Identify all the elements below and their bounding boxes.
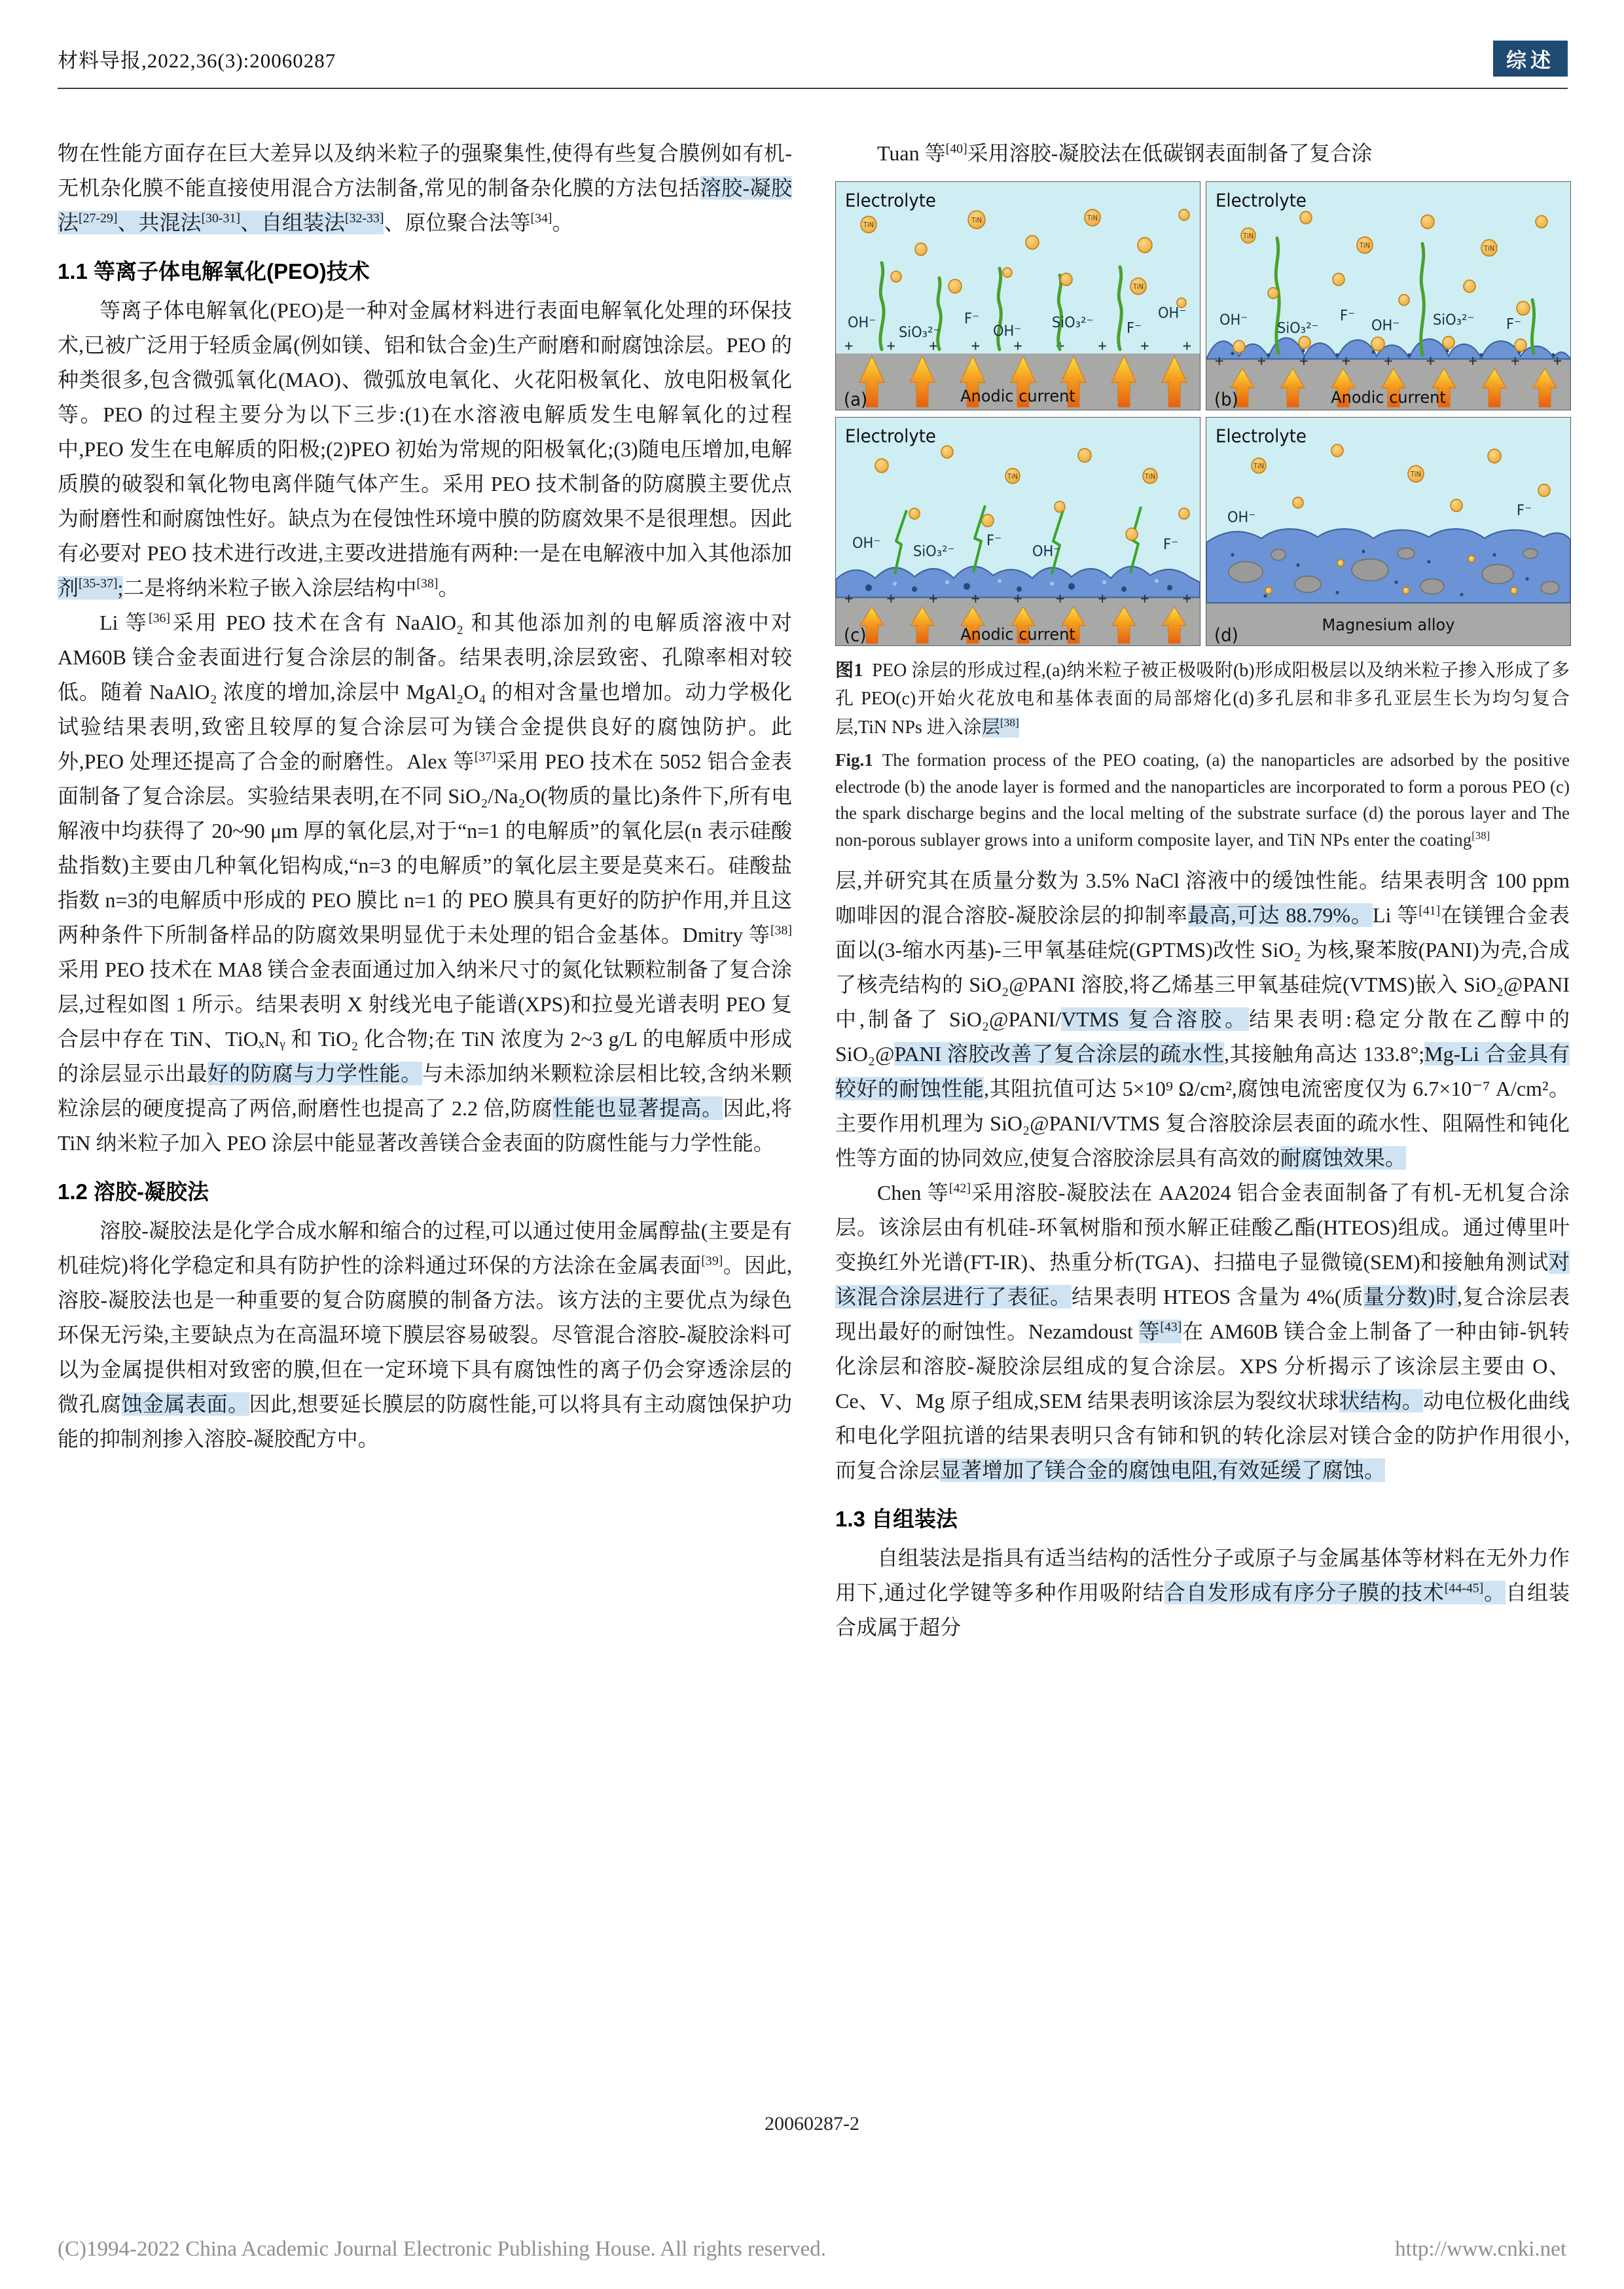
figure-panel-a [835, 181, 1200, 410]
svg-text:OH⁻: OH⁻ [1032, 543, 1061, 560]
copyright-text: (C)1994-2022 China Academic Journal Electronic Publishing House. All rights reserved. [58, 2237, 827, 2261]
paragraph-solgel: 溶胶-凝胶法是化学合成水解和缩合的过程,可以通过使用金属醇盐(主要是有机硅烷)将化学稳定和具有防护性的涂料通过环保的方法涂在金属表面[39]。因此,溶胶-凝胶法也是一种重要的复合防腐膜的制备方法。该方法的主要优点为绿色环保无污染,主要缺点为在高温环境下膜层容易破裂。尽管混合溶胶-凝胶涂料可以为金属提供相对致密的膜,但在一定环境下具有腐蚀性的离子仍会穿透涂层的微孔腐蚀金属表面。因此,想要延长膜层的防腐性能,可以将具有主动腐蚀保护功能的抑制剂掺入溶胶-凝胶配方中。 [58, 1219, 792, 1451]
svg-text:SiO₃²⁻: SiO₃²⁻ [1052, 314, 1094, 332]
svg-text:F⁻: F⁻ [1517, 502, 1532, 519]
svg-text:TiN: TiN [1007, 473, 1019, 481]
svg-text:TiN: TiN [1132, 283, 1144, 291]
svg-text:OH⁻: OH⁻ [1219, 312, 1248, 329]
svg-text:SiO₃²⁻: SiO₃²⁻ [1433, 312, 1475, 329]
svg-text:TiN: TiN [1144, 473, 1156, 481]
electrolyte-label: Electrolyte [845, 426, 936, 447]
figure-caption-en [835, 747, 1570, 853]
paragraph-peo: 等离子体电解氧化(PEO)是一种对金属材料进行表面电解氧化处理的环保技术,已被广泛用于轻质金属(例如镁、铝和钛合金)生产耐磨和耐腐蚀涂层。PEO 的种类很多,包含微弧氧化(MAO)、微弧放电氧化、火花阳极氧化、放电阳极氧化等。PEO 的过程主要分为以下三步:(1)在水溶液电解质发生电解氧化的过程中,PEO 发生在电解质的阳极;(2)PEO 初始为常规的阳极氧化;(3)随电压增加,电解质膜的破裂和氧化物电离伴随气体产生。采用 PEO 技术制备的防腐膜主要优点为耐磨性和耐腐蚀性好。缺点为在侵蚀性环境中膜的防腐效果不是很理想。因此有必要对 PEO 技术进行改进,主要改进措施有两种:一是在电解液中加入其他添加剂[35-37];二是将纳米粒子嵌入涂层结构中[38]。 [58, 298, 792, 600]
anodic-current-label: Anodic current [1331, 387, 1446, 407]
page-header [58, 38, 1568, 79]
svg-text:OH⁻: OH⁻ [1227, 509, 1256, 526]
figure-1 [835, 181, 1570, 853]
plus-charges: + + + + + + + + + [1215, 352, 1562, 370]
svg-text:OH⁻: OH⁻ [1158, 305, 1187, 322]
svg-text:SiO₃²⁻: SiO₃²⁻ [1277, 320, 1319, 337]
svg-text:TiN: TiN [1087, 214, 1098, 223]
electrolyte-label: Electrolyte [1216, 190, 1307, 211]
plus-charges: + + + + + + + + + [844, 337, 1191, 355]
anodic-current-label: Anodic current [960, 386, 1075, 406]
svg-text:OH⁻: OH⁻ [1371, 317, 1400, 334]
paragraph-tuan: Tuan 等[40]采用溶胶-凝胶法在低碳钢表面制备了复合涂 [877, 141, 1373, 165]
figure-caption-en-label: Fig.1 [835, 750, 873, 770]
figure-caption-en-text: The formation process of the PEO coating, (a) the nanoparticles are adsorbed by the positive electrode (b) the anode layer is formed and the nanoparticles are incorporated to form a porous PEO (c) the spark discharge begins and the local melting of the substrate surface (d) the porous layer and The non-porous sublayer grows into a uniform composite layer, and TiN NPs enter the coating[38] [835, 750, 1570, 850]
right-column [835, 136, 1570, 1645]
panel-letter-b: (b) [1214, 389, 1238, 410]
svg-text:F⁻: F⁻ [964, 310, 980, 328]
figure-panel-b [1206, 181, 1571, 410]
heading-1-3: 1.3 自组装法 [835, 1507, 958, 1532]
figure-panels-grid [835, 181, 1570, 646]
electrolyte-label: Electrolyte [845, 190, 936, 211]
header-rule [58, 88, 1568, 89]
paragraph-self-assembly: 自组装法是指具有适当结构的活性分子或原子与金属基体等材料在无外力作用下,通过化学键等多种作用吸附结合自发形成有序分子膜的技术[44-45]。自组装合成属于超分 [835, 1546, 1570, 1640]
heading-1-1: 1.1 等离子体电解氧化(PEO)技术 [58, 259, 370, 283]
panel-letter-a: (a) [844, 389, 868, 410]
paragraph-tuan-continued: 层,并研究其在质量分数为 3.5% NaCl 溶液中的缓蚀性能。结果表明含 100 ppm 咖啡因的混合溶胶-凝胶涂层的抑制率最高,可达 88.79%。Li 等[41]在镁锂合金表面以(3-缩水丙基)-三甲氧基硅烷(GPTMS)改性 SiO₂ 为核,聚苯胺(PANI)为壳,合成了核壳结构的 SiO₂@PANI 溶胶,将乙烯基三甲氧基硅烷(VTMS)嵌入 SiO₂@PANI 中,制备了 SiO₂@PANI/VTMS 复合溶胶。结果表明:稳定分散在乙醇中的 SiO₂@PANI 溶胶改善了复合涂层的疏水性,其接触角高达 133.8°;Mg-Li 合金具有较好的耐蚀性能,其阻抗值可达 5×10⁹ Ω/cm²,腐蚀电流密度仅为 6.7×10⁻⁷ A/cm²。主要作用机理为 SiO₂@PANI/VTMS 复合溶胶涂层表面的疏水性、阻隔性和钝化性等方面的协同效应,使复合溶胶涂层具有高效的耐腐蚀效果。 [835, 869, 1570, 1170]
anodic-current-label: Anodic current [960, 624, 1075, 644]
electrolyte-label: Electrolyte [1216, 426, 1307, 447]
panel-letter-c: (c) [844, 625, 867, 646]
copyright-line [0, 2237, 1624, 2262]
svg-text:F⁻: F⁻ [986, 532, 1002, 550]
svg-text:F⁻: F⁻ [1340, 308, 1356, 325]
figure-caption-cn-label: 图1 [835, 660, 863, 681]
heading-1-2: 1.2 溶胶-凝胶法 [58, 1180, 209, 1204]
page-number: 20060287-2 [765, 2113, 859, 2135]
svg-text:F⁻: F⁻ [1163, 536, 1179, 554]
paragraph-intro: 物在性能方面存在巨大差异以及纳米粒子的强聚集性,使得有些复合膜例如有机-无机杂化膜不能直接使用混合方法制备,常见的制备杂化膜的方法包括溶胶-凝胶法[27-29]、共混法[30-31]、自组装法[32-33]、原位聚合法等[34]。 [58, 141, 792, 234]
left-column [58, 136, 792, 1456]
figure-caption-cn-text: PEO 涂层的形成过程,(a)纳米粒子被正极吸附(b)形成阳极层以及纳米粒子掺入形成了多孔 PEO(c)开始火花放电和基体表面的局部熔化(d)多孔层和非多孔亚层生长为均匀复合层,TiN NPs 进入涂层[38] [835, 660, 1570, 738]
figure-caption-cn [835, 657, 1570, 742]
cnki-url: http://www.cnki.net [1395, 2237, 1566, 2261]
svg-text:TiN: TiN [1359, 242, 1371, 250]
plus-charges: + + + + + + + + + [844, 590, 1191, 608]
figure-panel-d [1206, 417, 1571, 646]
svg-text:TiN: TiN [971, 216, 983, 225]
figure-panel-c [835, 417, 1200, 646]
svg-text:TiN: TiN [1253, 462, 1265, 471]
svg-text:F⁻: F⁻ [1506, 315, 1522, 333]
paragraph-li: Li 等[36]采用 PEO 技术在含有 NaAlO₂ 和其他添加剂的电解质溶液中对 AM60B 镁合金表面进行复合涂层的制备。结果表明,涂层致密、孔隙率相对较低。随着 NaAlO₂ 浓度的增加,涂层中 MgAl₂O₄ 的相对含量也增加。动力学极化试验结果表明,致密且较厚的复合涂层可为镁合金提供良好的腐蚀防护。此外,PEO 处理还提高了合金的耐磨性。Alex 等[37]采用 PEO 技术在 5052 铝合金表面制备了复合涂层。实验结果表明,在不同 SiO₂/Na₂O(物质的量比)条件下,所有电解液中均获得了 20~90 μm 厚的氧化层,对于“n=1 的电解质”的氧化层(n 表示硅酸盐指数)主要由几种氧化铝构成,“n=3 的电解质”的氧化层主要是莫来石。硅酸盐指数 n=3的电解质中形成的 PEO 膜比 n=1 的 PEO 膜具有更好的防护作用,并且这两种条件下所制备样品的防腐效果明显优于未处理的铝合金基体。Dmitry 等[38]采用 PEO 技术在 MA8 镁合金表面通过加入纳米尺寸的氮化钛颗粒制备了复合涂层,过程如图 1 所示。结果表明 X 射线光电子能谱(XPS)和拉曼光谱表明 PEO 复合层中存在 TiN、TiOₓNᵧ 和 TiO₂ 化合物;在 TiN 浓度为 2~3 g/L 的电解质中形成的涂层显示出最好的防腐与力学性能。与未添加纳米颗粒涂层相比较,含纳米颗粒涂层的硬度提高了两倍,耐磨性也提高了 2.2 倍,防腐性能也显著提高。因此,将 TiN 纳米粒子加入 PEO 涂层中能显著改善镁合金表面的防腐性能与力学性能。 [58, 611, 792, 1155]
figure-caption [835, 657, 1570, 853]
magnesium-alloy-label: Magnesium alloy [1322, 615, 1455, 635]
svg-text:SiO₃²⁻: SiO₃²⁻ [913, 543, 955, 560]
section-badge: 综述 [1493, 41, 1568, 77]
svg-text:SiO₃²⁻: SiO₃²⁻ [899, 324, 941, 342]
svg-text:TiN: TiN [1410, 470, 1422, 479]
paragraph-chen: Chen 等[42]采用溶胶-凝胶法在 AA2024 铝合金表面制备了有机-无机复合涂层。该涂层由有机硅-环氧树脂和预水解正硅酸乙酯(HTEOS)组成。通过傅里叶变换红外光谱(FT-IR)、热重分析(TGA)、扫描电子显微镜(SEM)和接触角测试对该混合涂层进行了表征。结果表明 HTEOS 含量为 4%(质量分数)时,复合涂层表现出最好的耐蚀性。Nezamdoust 等[43]在 AM60B 镁合金上制备了一种由铈-钒转化涂层和溶胶-凝胶涂层组成的复合涂层。XPS 分析揭示了该涂层主要由 O、Ce、V、Mg 原子组成,SEM 结果表明该涂层为裂纹状球状结构。动电位极化曲线和电化学阻抗谱的结果表明只含有铈和钒的转化涂层对镁合金的防护作用很小,而复合涂层显著增加了镁合金的腐蚀电阻,有效延缓了腐蚀。 [835, 1181, 1570, 1483]
svg-text:TiN: TiN [1242, 232, 1254, 241]
panel-letter-d: (d) [1214, 625, 1238, 646]
svg-text:OH⁻: OH⁻ [852, 535, 881, 552]
svg-text:TiN: TiN [863, 221, 875, 230]
svg-text:TiN: TiN [1483, 244, 1495, 253]
svg-text:F⁻: F⁻ [1127, 320, 1142, 337]
svg-text:OH⁻: OH⁻ [848, 314, 876, 332]
svg-text:OH⁻: OH⁻ [993, 323, 1022, 340]
journal-info: 材料导报,2022,36(3):20060287 [58, 48, 336, 72]
